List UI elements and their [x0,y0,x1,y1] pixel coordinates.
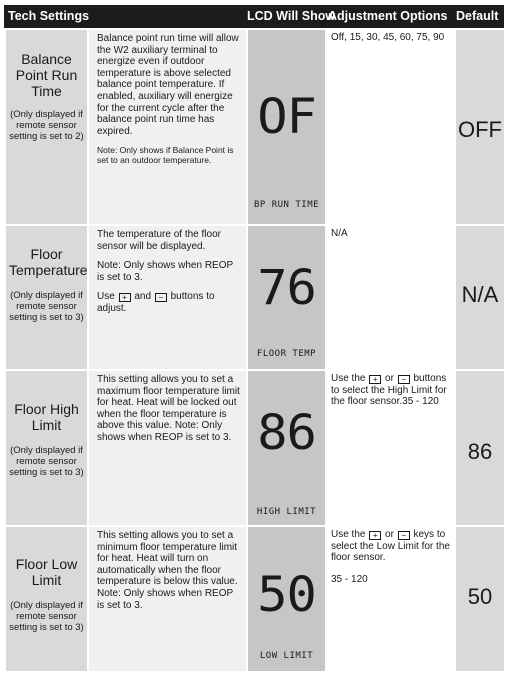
lcd-label: FLOOR TEMP [256,349,317,359]
use-text-post: buttons to adjust. [97,291,215,314]
lcd-label: BP RUN TIME [253,200,320,210]
adjustment-range: 35 - 120 [331,573,368,585]
setting-description: This setting allows you to set a maximum floor temperature limit for heat. Heat will be locked out when the floor temperature is above this value. Note: Only shows when REOP is set to 3. [97,374,240,443]
tech-settings-table [4,5,504,671]
setting-note: (Only displayed if remote sensor setting is set to 3) [9,600,84,633]
plus-button-icon: + [369,531,381,540]
setting-description: This setting allows you to set a minimum floor temperature limit for heat. Heat will turn on automatically when the floor temperature is below this value. Note: Only shows when REOP is set to 3. [97,530,238,611]
adjustment-options: Off, 15, 30, 45, 60, 75, 90 [331,32,445,43]
table-row-floor-high-limit [4,371,504,525]
setting-note: (Only displayed if remote sensor setting is set to 3) [9,290,84,323]
setting-name: Floor Temperature [9,246,88,278]
header-default: Default [456,9,499,23]
default-value: 50 [467,584,493,609]
adjustment-text-pre: Use the [331,529,366,540]
table-row-floor-temperature [4,226,504,369]
lcd-cell [248,527,325,671]
header-lcd-will-show: LCD Will Show [247,9,336,23]
lcd-label: LOW LIMIT [259,651,314,661]
adjustment-text-post: keys to select the Low Limit for the floor sensor. [331,529,450,564]
adjustment-options [331,529,450,564]
minus-button-icon: − [398,375,410,384]
lcd-digits: OF [257,89,316,145]
description-cell [89,527,246,671]
lcd-digits: 76 [257,260,316,316]
default-cell [456,226,504,369]
default-value: N/A [461,282,499,307]
adjustment-text-mid: or [385,373,394,384]
lcd-cell [248,226,325,369]
plus-button-icon: + [119,293,131,302]
adjustment-cell [327,371,454,525]
description-cell [89,30,246,224]
default-cell [456,527,504,671]
setting-description: Balance point run time will allow the W2 auxiliary terminal to energize even if outdoor temperature is above selected balance point temperature. If enabled, auxiliary will energize for the current cycle after the balance point run time has expired. [97,33,239,137]
table-header [4,5,504,28]
setting-name-cell [6,30,87,224]
adjustment-text-post: buttons to select the High Limit for the floor sensor.35 - 120 [331,373,447,408]
lcd-digits: 50 [257,567,316,623]
setting-name: Floor High Limit [14,401,79,433]
adjustment-text-pre: Use the [331,373,366,384]
use-text-mid: and [134,291,152,303]
setting-description-note: Note: Only shows if Balance Point is set to an outdoor temperature. [97,145,234,166]
description-cell [89,371,246,525]
table-row-floor-low-limit [4,527,504,671]
lcd-cell [248,371,325,525]
setting-note: (Only displayed if remote sensor setting is set to 2) [9,109,84,142]
lcd-cell [248,30,325,224]
setting-name-cell [6,226,87,369]
lcd-label: HIGH LIMIT [256,507,317,517]
setting-description-note: Note: Only shows when REOP is set to 3. [97,260,233,283]
header-tech-settings: Tech Settings [8,9,90,23]
lcd-digits: 86 [257,405,316,461]
plus-button-icon: + [369,375,381,384]
setting-name-cell [6,371,87,525]
setting-name: Floor Low Limit [15,556,78,588]
minus-button-icon: − [398,531,410,540]
default-value: 86 [467,439,493,464]
adjustment-options: N/A [331,228,348,239]
default-cell [456,371,504,525]
adjustment-cell [327,30,454,224]
description-cell [89,226,246,369]
header-adjustment-options: Adjustment Options [328,9,448,23]
adjustment-options [331,373,450,408]
setting-note: (Only displayed if remote sensor setting is set to 3) [9,445,84,478]
setting-use-buttons [97,291,241,314]
setting-name: Balance Point Run Time [15,51,78,99]
setting-name-cell [6,527,87,671]
default-value: OFF [458,117,502,142]
minus-button-icon: − [155,293,167,302]
table-row-balance-point-run-time [4,30,504,224]
default-cell [456,30,504,224]
use-text-pre: Use [97,291,115,303]
adjustment-cell [327,527,454,671]
setting-description: The temperature of the floor sensor will be displayed. [97,229,221,252]
adjustment-cell [327,226,454,369]
adjustment-text-mid: or [385,529,394,540]
